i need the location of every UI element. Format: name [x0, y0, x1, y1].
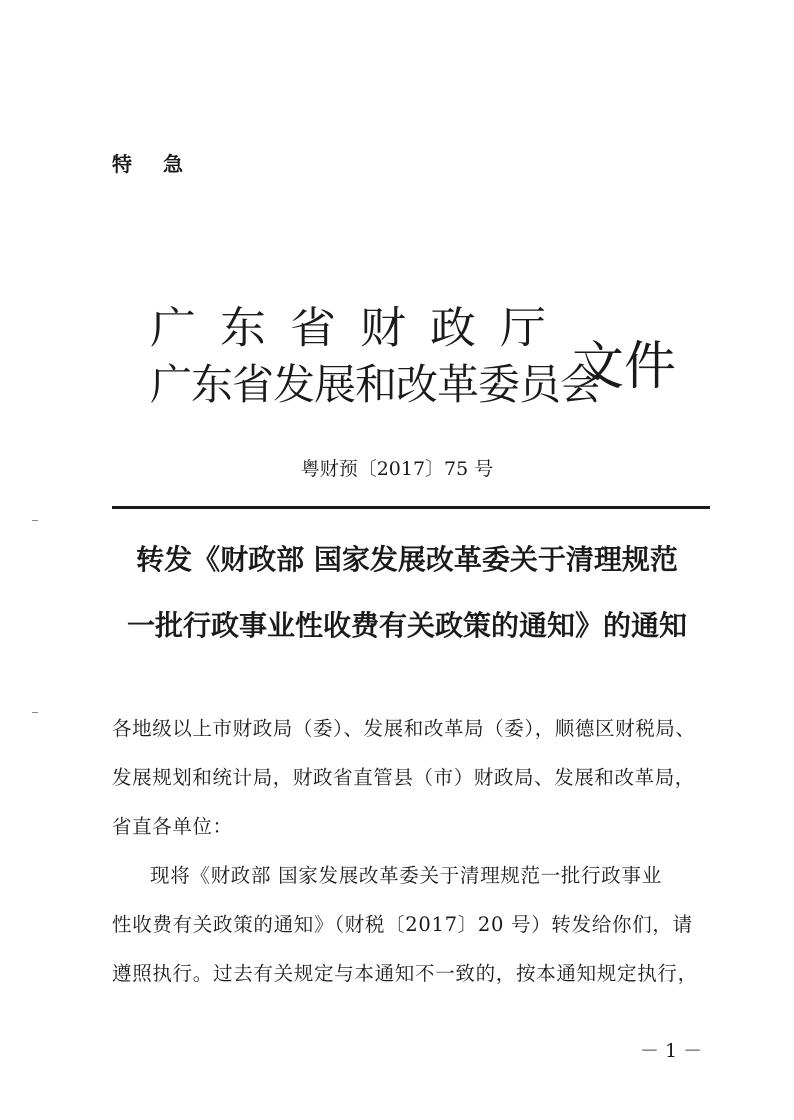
document-title-line-2: 一批行政事业性收费有关政策的通知》的通知 — [126, 609, 687, 642]
recipients-line-1: 各地级以上市财政局（委）、发展和改革局（委），顺德区财税局、 — [112, 717, 696, 740]
recipients-line-2: 发展规划和统计局，财政省直管县（市）财政局、发展和改革局， — [112, 766, 695, 789]
urgency-label: 特 急 — [112, 152, 195, 176]
body-line-1: 现将《财政部 国家发展改革委关于清理规范一批行政事业 — [150, 864, 662, 887]
scan-artifact — [32, 712, 38, 713]
scan-artifact — [32, 520, 38, 521]
document-title-line-1: 转发《财政部 国家发展改革委关于清理规范 — [136, 543, 678, 576]
page-number: － 1 － — [640, 1040, 703, 1062]
document-type-label: 文件 — [572, 337, 677, 397]
body-line-3: 遵照执行。过去有关规定与本通知不一致的，按本通知规定执行， — [112, 962, 698, 985]
body-line-2: 性收费有关政策的通知》（财税〔2017〕20 号）转发给你们，请 — [112, 913, 693, 936]
header-divider — [112, 506, 710, 509]
document-number: 粤财预〔2017〕75 号 — [300, 458, 494, 480]
recipients-line-3: 省直各单位： — [112, 815, 233, 838]
issuer-development-reform-commission: 广东省发展和改革委员会 — [150, 360, 602, 409]
issuer-finance-department: 广东省财政厅 — [150, 302, 570, 354]
